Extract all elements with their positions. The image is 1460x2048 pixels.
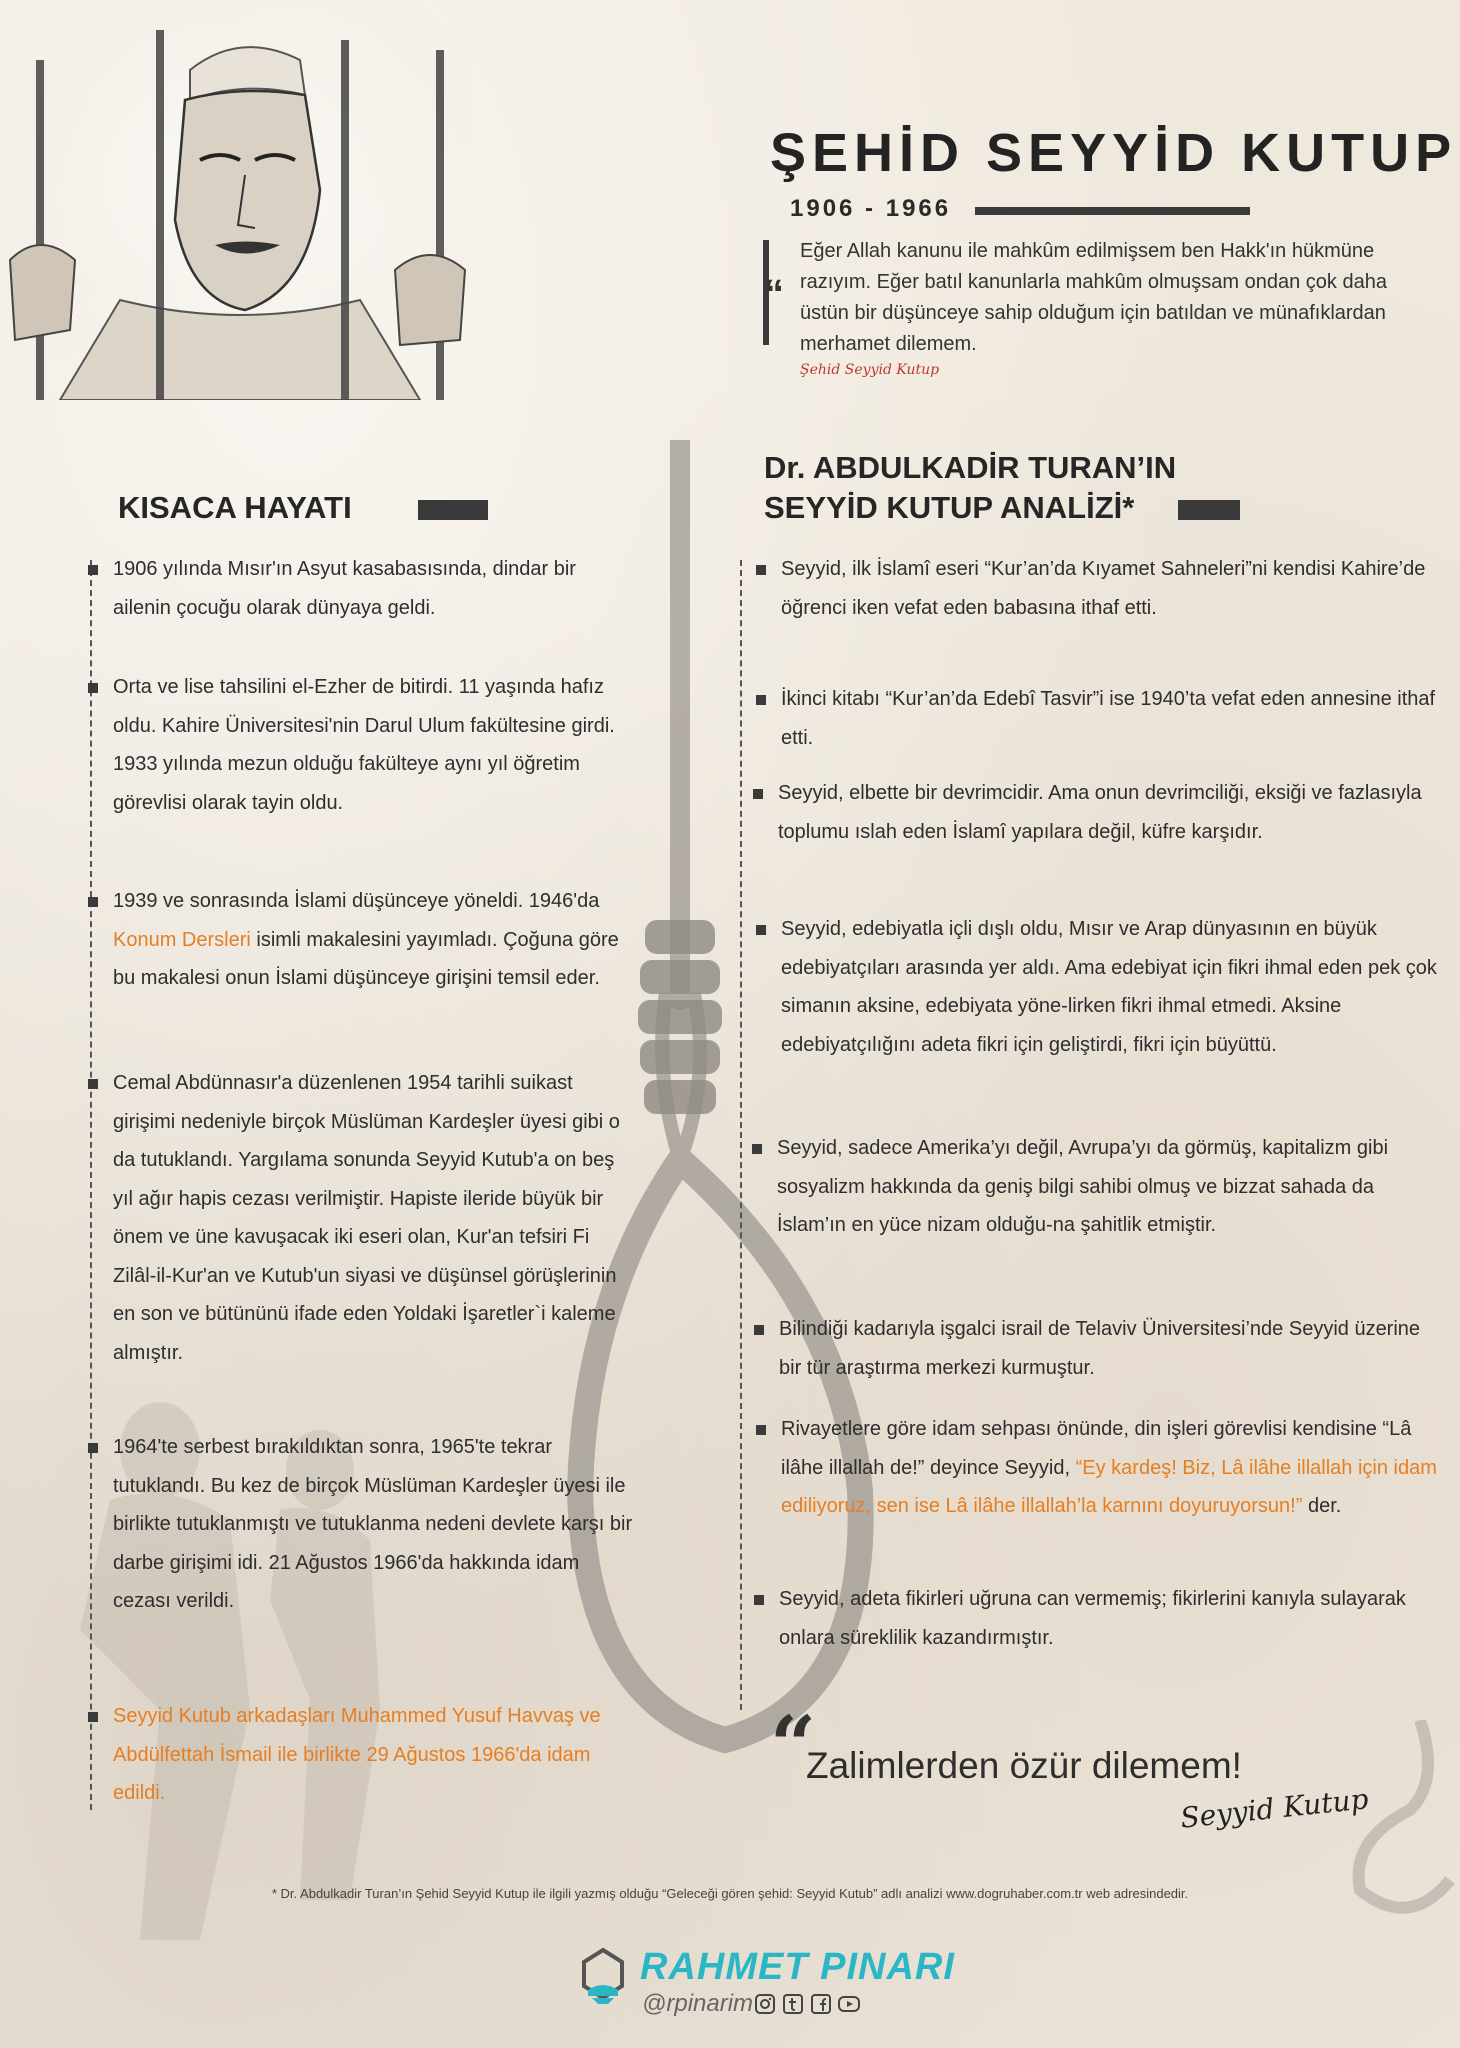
list-item [113,1428,633,1621]
bullet-icon [753,789,763,799]
heading-line: SEYYİD KUTUP ANALİZİ* [764,490,1135,525]
item-text: der. [1302,1495,1342,1517]
page-title: ŞEHİD SEYYİD KUTUP [770,123,1458,183]
list-item [113,882,633,998]
highlight-text: Konum Dersleri [113,928,251,951]
facebook-icon[interactable] [810,1993,832,2015]
heading-bar [1178,500,1240,520]
list-item [113,668,633,822]
bullet-icon [756,1425,766,1435]
bullet-icon [88,1443,98,1453]
item-text: Seyyid, edebiyatla içli dışlı oldu, Mısır ve Arap dünyasının en büyük edebiyatçıları arasında yer aldı. Ama edebiyat için fikri ihmal eden pek çok simanın aksine, edebiyata yöne-lirken fikri ihmal etmedi. Aksine edebiyatçılığını adeta fikri için geliştirdi, fikri için büyüttü. [781,918,1437,1056]
left-section-heading: KISACA HAYATI [118,490,352,525]
item-text: isimli makalesini yayımladı. Çoğuna göre bu makalesi onun İslami düşünceye girişini temsil eder. [113,928,619,989]
quote-mark-icon: “ [764,272,784,316]
list-item [781,910,1441,1064]
item-text: Seyyid, elbette bir devrimcidir. Ama onun devrimciliği, eksiği ve fazlasıyla toplumu ıslah eden İslamî yapılara değil, küfre karşıdır. [778,782,1422,843]
item-text: Rivayetlere göre idam sehpası önünde, din işleri görevlisi kendisine “Lâ ilâhe illallah de!” deyince Seyyid, [781,1418,1412,1479]
item-text: 1964'te serbest bırakıldıktan sonra, 1965'te tekrar tutuklandı. Bu kez de birçok Müslüman Kardeşler üyesi ile birlikte tutuklanmıştı ve tutuklanma nedeni devlete karşı bir darbe girişimi idi. 21 Ağustos 1966'da hakkında idam cezası verildi. [113,1436,633,1612]
list-item [113,1064,633,1372]
lifespan-years: 1906 - 1966 [790,195,952,222]
social-handle[interactable]: @rpinarim [642,1990,754,2017]
item-text: Seyyid, adeta fikirleri uğruna can vermemiş; fikirlerini kanıyla sulayarak onlara süreklilik kazandırmıştır. [779,1588,1406,1649]
item-text: Orta ve lise tahsilini el-Ezher de bitirdi. 11 yaşında hafız oldu. Kahire Üniversitesi'nin Darul Ulum fakültesine girdi. 1933 yılında mezun olduğu fakülteye aynı yıl öğretim görevlisi olarak tayin oldu. [113,676,615,814]
list-item [781,680,1441,757]
bullet-icon [752,1144,762,1154]
item-text: Bilindiği kadarıyla işgalci israil de Telaviv Üniversitesi’nde Seyyid üzerine bir tür araştırma merkezi kurmuştur. [779,1318,1421,1379]
instagram-icon[interactable] [754,1993,776,2015]
bullet-icon [754,1595,764,1605]
bullet-icon [88,683,98,693]
item-text: Seyyid, sadece Amerika’yı değil, Avrupa’yı da görmüş, kapitalizm gibi sosyalizm hakkında da geniş bilgi sahibi olmuş ve bizzat sahada da İslam’ın en yüce nizam olduğu-na şahitlik etmiştir. [777,1137,1389,1236]
list-item [113,1697,633,1813]
item-text: 1906 yılında Mısır'ın Asyut kasabasısında, dindar bir ailenin çocuğu olarak dünyaya geldi. [113,558,576,619]
timeline-line [740,560,742,1710]
item-text: Cemal Abdünnasır'a düzenlenen 1954 tarihli suikast girişimi nedeniyle birçok Müslüman Kardeşler üyesi gibi o da tutuklandı. Yargılama sonunda Seyyid Kutub'a on beş yıl ağır hapis cezası verilmiştir. Hapiste ileride büyük bir önem ve üne kavuşacak iki eseri olan, Kur'an tefsiri Fi Zilâl-il-Kur'an ve Kutub'un siyasi ve düşünsel görüşlerinin en son ve bütününü ifade eden Yoldaki İşaretler`i kaleme almıştır. [113,1072,620,1364]
heading-bar [418,500,488,520]
bullet-icon [756,565,766,575]
closing-signature: Seyyid Kutup [1178,1782,1370,1835]
bullet-icon [756,925,766,935]
mosque-logo-icon [578,1946,628,2006]
list-item [777,1129,1437,1245]
list-item [781,550,1441,627]
bullet-icon [756,695,766,705]
heading-line: Dr. ABDULKADİR TURAN’IN [764,450,1177,485]
bullet-icon [88,1079,98,1089]
bullet-icon [88,1712,98,1722]
footnote: * Dr. Abdulkadir Turan’ın Şehid Seyyid Kutup ile ilgili yazmış olduğu “Geleceği gören şehid: Seyyid Kutub” adlı analizi www.dogruhaber.com.tr web adresindedir. [271,1886,1189,1901]
right-section-heading [764,448,1176,528]
highlight-text: Seyyid Kutub arkadaşları Muhammed Yusuf Havvaş ve Abdülfettah İsmail ile birlikte 29 Ağustos 1966'da idam edildi. [113,1705,601,1804]
list-item [779,1310,1439,1387]
closing-quote: Zalimlerden özür dilemem! [806,1745,1242,1786]
brand-name: RAHMET PINARI [640,1946,955,1988]
header-quote: Eğer Allah kanunu ile mahkûm edilmişsem ben Hakk'ın hükmüne razıyım. Eğer batıl kanunlarla mahkûm olmuşsam ondan çok daha üstün bir düşünceye sahip olduğum için batıldan ve münafıklardan merhamet dilemem. [800,240,1387,355]
list-item [113,550,633,627]
youtube-icon[interactable] [838,1993,860,2015]
item-text: 1939 ve sonrasında İslami düşünceye yöneldi. 1946'da [113,890,600,912]
bullet-icon [88,897,98,907]
item-text: İkinci kitabı “Kur’an’da Edebî Tasvir”i ise 1940’ta vefat eden annesine ithaf etti. [781,688,1436,749]
tumblr-icon[interactable] [782,1993,804,2015]
list-item [779,1580,1439,1657]
list-item [778,774,1438,851]
highlight-text: “Ey kardeş! Biz, Lâ ilâhe illallah için idam ediliyoruz, sen ise Lâ ilâhe illallah’la karnını doyuruyorsun!” [781,1456,1437,1517]
bullet-icon [88,565,98,575]
divider-bar [975,207,1250,215]
portrait-illustration [0,0,470,400]
bullet-icon [754,1325,764,1335]
list-item [781,1410,1441,1526]
item-text: Seyyid, ilk İslamî eseri “Kur’an’da Kıyamet Sahneleri”ni kendisi Kahire’de öğrenci iken vefat eden babasına ithaf etti. [781,558,1426,619]
timeline-line [90,560,92,1810]
quote-mark-icon: “ [770,1698,817,1792]
quote-signature: Şehid Seyyid Kutup [800,362,940,378]
